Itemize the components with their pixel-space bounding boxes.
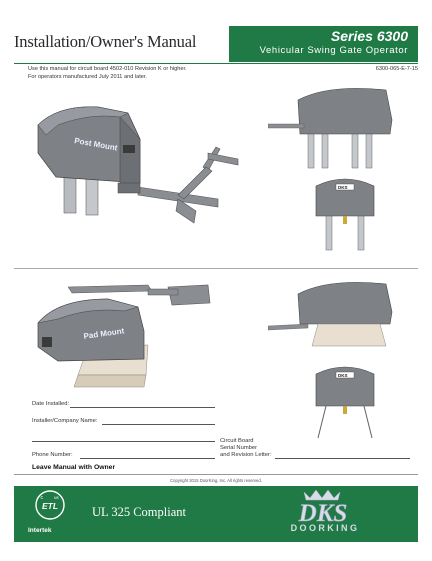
etl-mark: ETL [42, 501, 59, 511]
header-rule [14, 63, 418, 64]
date-installed-line[interactable] [70, 407, 215, 408]
section-divider [14, 268, 418, 269]
copyright: Copyright 2015 DoorKing, Inc. All rights reserved. [170, 478, 262, 483]
etl-listed-icon [34, 489, 66, 521]
installer-label: Installer/Company Name: [32, 418, 98, 424]
circuit-board-line[interactable] [275, 458, 410, 459]
address-line[interactable] [32, 441, 215, 442]
intertek-label: Intertek [28, 527, 52, 534]
post-mount-operator-illustration [28, 95, 258, 255]
leave-manual-notice: Leave Manual with Owner [32, 464, 116, 471]
dks-badge-2: DKS [338, 373, 348, 378]
pad-mount-label: Pad Mount [83, 326, 125, 341]
document-number: 6300-065-E-7-15 [375, 66, 418, 72]
circuit-board-label-1: Circuit Board [220, 438, 254, 444]
circuit-board-label-3: and Revision Letter: [220, 452, 272, 458]
post-mount-front-view [310, 172, 380, 252]
footer-rule [14, 474, 418, 475]
pad-mount-operator-illustration [28, 275, 228, 400]
phone-line[interactable] [80, 458, 215, 459]
series-banner [229, 26, 418, 62]
series-name: Series 6300 [330, 28, 408, 44]
pad-mount-front-view [312, 360, 378, 440]
phone-label: Phone Number: [32, 452, 73, 458]
board-note: Use this manual for circuit board 4502-010 Revision K or higher. [28, 66, 187, 72]
installer-line[interactable] [102, 424, 215, 425]
doorking-wordmark: DOORKING [290, 523, 360, 533]
product-subtitle: Vehicular Swing Gate Operator [259, 45, 408, 56]
manual-title: Installation/Owner's Manual [14, 32, 197, 51]
etl-us: us [54, 495, 59, 500]
post-mount-label: Post Mount [73, 136, 119, 153]
date-installed-label: Date Installed: [32, 401, 70, 407]
footer-banner [14, 486, 418, 542]
post-mount-side-view [268, 80, 408, 170]
header [14, 26, 418, 62]
logo-letters: DKS [298, 500, 348, 527]
etl-c: c [40, 495, 43, 501]
ul-compliance: UL 325 Compliant [92, 505, 186, 519]
manufactured-note: For operators manufactured July 2011 and later. [28, 74, 147, 80]
pad-mount-side-view [268, 272, 408, 352]
circuit-board-label-2: Serial Number [220, 445, 258, 451]
dks-badge: DKS [338, 185, 348, 190]
